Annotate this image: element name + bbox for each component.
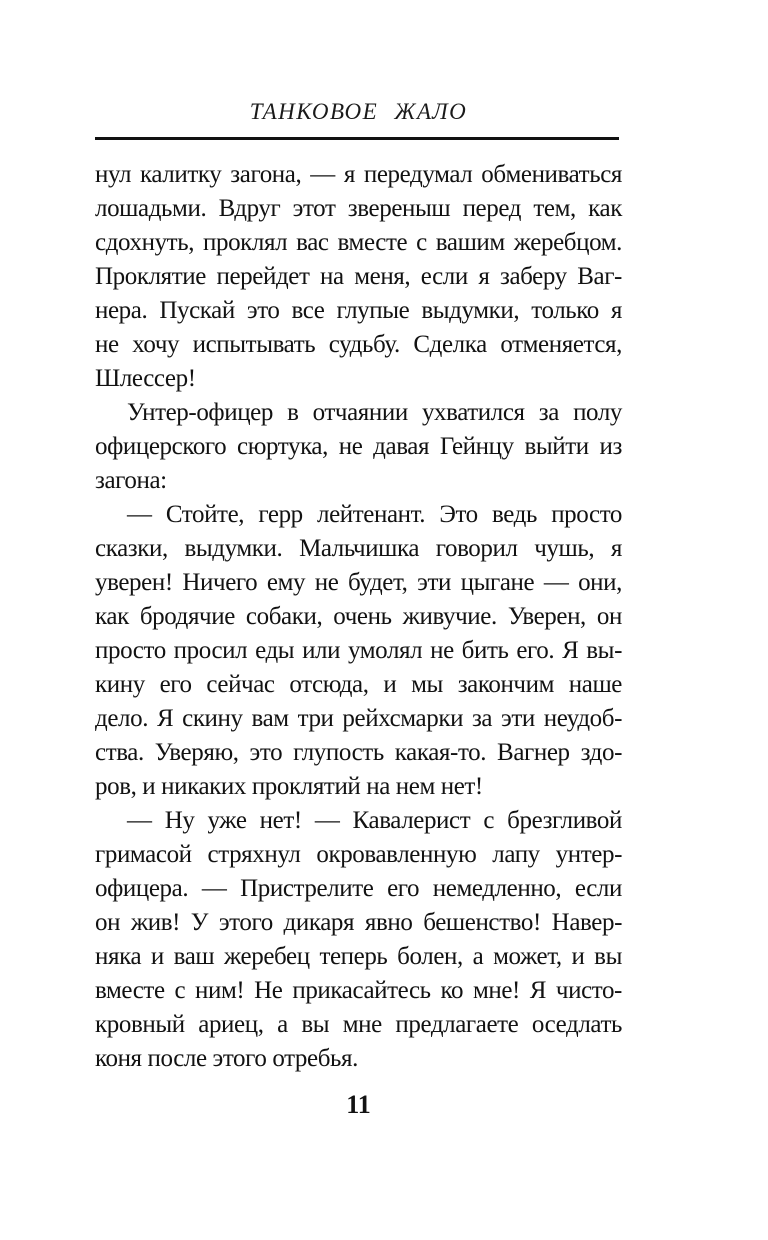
text-line: сказки, выдумки. Мальчишка говорил чушь, я [95,535,622,562]
text-line: — Ну уже нет! — Кавалерист с брезгливой [127,807,622,834]
text-line: кину его сейчас отсюда, и мы закончим наше [95,671,622,698]
text-line: ров, и никаких проклятий на нем нет! [95,773,483,800]
text-line: лошадьми. Вдруг этот звереныш перед тем, как [95,195,622,222]
text-line: коня после этого отребья. [95,1045,358,1072]
text-line: дело. Я скину вам три рейхсмарки за эти неудоб- [95,705,622,732]
page-body-text [95,158,622,1076]
text-line: офицерского сюртука, не давая Гейнцу выйти из [95,433,622,460]
paragraph [95,804,622,1076]
text-line: гримасой стряхнул окровавленную лапу унтер- [95,841,622,868]
header-rule [95,137,619,140]
text-line: нул калитку загона, — я передумал обмениваться [95,161,622,188]
text-line: уверен! Ничего ему не будет, эти цыгане — они, [95,569,622,596]
text-line: просто просил еды или умолял не бить его. Я вы- [95,637,622,664]
running-head-title: ТАНКОВОЕ ЖАЛО [249,99,468,124]
text-line: он жив! У этого дикаря явно бешенство! Навер- [95,909,622,936]
text-line: загона: [95,467,167,494]
text-line: нера. Пускай это все глупые выдумки, только я [95,297,622,324]
text-line: не хочу испытывать судьбу. Сделка отменяется, [95,331,622,358]
text-line: няка и ваш жеребец теперь болен, а может, и вы [95,943,622,970]
paragraph [95,498,622,804]
text-line: сдохнуть, проклял вас вместе с вашим жеребцом. [95,229,622,256]
paragraph [95,158,622,396]
text-line: Проклятие перейдет на меня, если я заберу Ваг- [95,263,622,290]
paragraph [95,396,622,498]
text-line: как бродячие собаки, очень живучие. Уверен, он [95,603,622,630]
text-line: Шлессер! [95,365,196,392]
text-line: офицера. — Пристрелите его немедленно, если [95,875,622,902]
page-number: 11 [346,1090,371,1119]
text-line: Унтер-офицер в отчаянии ухватился за полу [127,399,622,426]
text-line: кровный ариец, а вы мне предлагаете оседлать [95,1011,622,1038]
text-line: вместе с ним! Не прикасайтесь ко мне! Я чисто- [95,977,622,1004]
text-line: — Стойте, герр лейтенант. Это ведь просто [127,501,622,528]
text-line: ства. Уверяю, это глупость какая-то. Вагнер здо- [95,739,622,766]
